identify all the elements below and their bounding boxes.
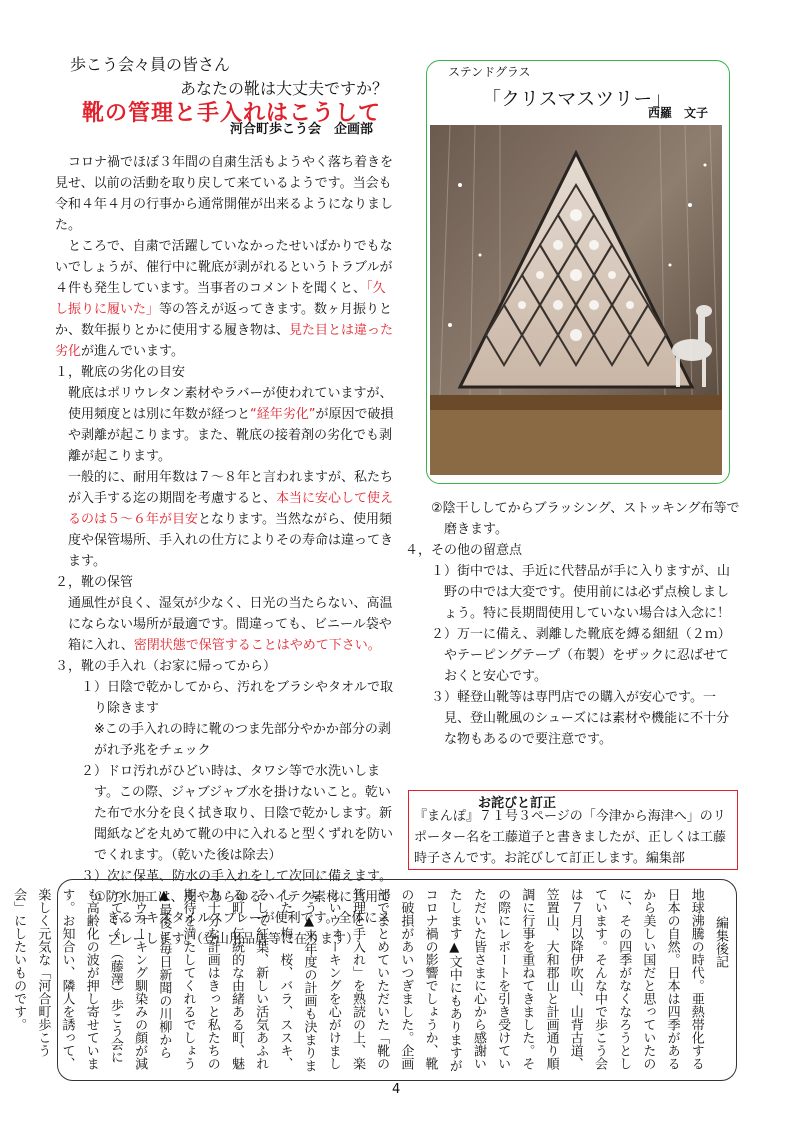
section-paragraph: 一般的に、耐用年数は７～８年と言われますが、私たちが入手する迄の期間を考慮すると、本当に安心して使えるのは５～６年が目安となります。当然ながら、使用頻度や保管場所、手入れの仕方によりその寿命は違ってきます。: [68, 470, 394, 569]
editor-notes-body: 地球沸騰の時代。亜熱帯化する日本の自然。日本は四季があるから美しい国だと思っていたのに、その四季がなくなろうとしています。そんな中で歩こう会は７月以降伊吹山、山背古道、笠置山、大和郡山と計画通り順調に行事を重ねてきました。その際にレポートを引き受けていただいた皆さまに心から感謝いたします▲文中にもありますがコロナ禍の影響でしょうか、靴の破損があいつぎました。企画部でまとめていただいた「靴の管理と手入れ」を熟読の上、楽しいウォーキングを心がけましょう▲来年度の計画も決まりました。梅、桜、バラ、ススキ、そして紅葉、新しい活気あふれる町、伝統的な由緒ある町、魅力十分な計画はきっと私たちの期待を満たしてくれるでしょう▲最後に毎日新聞の川柳から「ウォーキング馴染みの顔が減っていく」（藤澤）歩こう会にも高齢化の波が押し寄せています。お知合い、隣人を誘って、楽しく元気な「河合町歩こう会」にしたいものです。: [11, 888, 704, 1072]
section-heading: ３，靴の手入れ（お家に帰ってから）: [55, 659, 277, 674]
editor-notes: [11, 888, 732, 1074]
highlight-text: 密閉状態で保管することはやめて下さい。: [133, 638, 381, 653]
section-paragraph: 靴底はポリウレタン素材やラバーが使われていますが、使用頻度とは別に年数が経つと“経年劣化”が原因で破損や剥離が起こります。また、靴底の接着剤の劣化でも剥離が起こります。: [68, 386, 394, 464]
section-heading: ２，靴の保管: [55, 575, 134, 590]
section-paragraph: 通風性が良く、湿気が少なく、日光の当たらない、高温にならない場所が最適です。間違っても、ビニール袋や箱に入れ、密閉状態で保管することはやめて下さい。: [68, 596, 393, 653]
list-item: １）街中では、手近に代替品が手に入りますが、山野の中では大変です。使用前には必ず点検しましょう。特に長期間使用していない場合は入念に！: [431, 564, 731, 621]
highlight-text: 本当に安心して使えるのは５～６年が目安: [68, 491, 394, 527]
section-heading: １，靴底の劣化の目安: [55, 365, 186, 380]
artwork-author: 西羅 文子: [648, 106, 709, 120]
paragraph-2: ところで、自粛で活躍していなかったせいばかりでもないでしょうが、催行中に靴底が剥がれるというトラブルが４件も発生しています。当事者のコメントを聞くと、「久し振りに履いた」等の答えが返ってきます。数ヶ月振りとか、数年振りとかに使用する履き物は、見た目とは違った劣化が進んでいます。: [55, 239, 394, 359]
list-item: ２）ドロ汚れがひどい時は、タワシ等で水洗いします。この際、ジャブジャブ水を掛けないこと。乾いた布で水分を良く拭き取り、日陰で乾かします。新聞紙などを丸めて靴の中に入れると型くずれを防いでくれます。（乾いた後は除去）: [81, 764, 394, 863]
article-left-column: [55, 152, 395, 950]
sub-list-item: ①防水加工は、皮やあらゆるハイテク素材に共用できるテキスタイルスプレーが便利です。全体にスプレーします。（登山用品店等に在ります）: [94, 890, 392, 947]
list-item: ２）万一に備え、剥離した靴底を縛る細紐（２ｍ）やテーピングテープ（布製）をザックに忍ばせておくと安心です。: [431, 627, 731, 684]
editor-notes-heading: 編集後記: [713, 916, 728, 968]
organization: 河合町歩こう会 企画部: [230, 122, 374, 137]
article-right-column: [405, 498, 740, 750]
page-number: 4: [392, 1082, 401, 1097]
question: あなたの靴は大丈夫ですか？: [180, 79, 389, 98]
highlight-text: 見た目とは違った劣化: [55, 323, 394, 359]
highlight-text: 「久し振りに履いた」: [55, 281, 386, 317]
article-title: 靴の管理と手入れはこうして: [82, 101, 382, 126]
stained-glass-label: ステンドグラス: [448, 65, 531, 79]
paragraph-1: コロナ禍でほぼ３年間の自粛生活もようやく落ち着きを見せ、以前の活動を取り戻して来ているようです。当会も令和４年４月の行事から通常開催が出来るようになりました。: [55, 155, 394, 233]
section-heading: ４，その他の留意点: [405, 543, 523, 558]
sub-list-item: ②陰干ししてからブラッシング、ストッキング布等で磨きます。: [431, 501, 740, 537]
greeting: 歩こう会々員の皆さん: [70, 55, 231, 74]
list-note: ※この手入れの時に靴のつま先部分やかか部分の剥がれ予兆をチェック: [94, 722, 391, 758]
list-item: ３）軽登山靴等は専門店での購入が安心です。一見、登山靴風のシューズには素材や機能に不十分な物もあるので要注意です。: [431, 690, 730, 747]
list-item: ３）次に保革、防水の手入れをして次回に備えます。: [81, 869, 392, 884]
list-item: １）日陰で乾かしてから、汚れをブラシやタオルで取り除きます: [81, 680, 394, 716]
artwork-title: 「クリスマスツリー」: [482, 88, 672, 110]
highlight-text: “経年劣化”: [250, 407, 316, 422]
stained-glass-tree-photo: [430, 125, 722, 475]
apology-text: 『まんぽ』７１号３ページの「今津から海津へ」のリポーター名を工藤道子と書きましたが、正しくは工藤時子さんです。お詫びして訂正します。編集部: [414, 809, 727, 866]
apology-title: お詫びと訂正: [478, 796, 557, 811]
